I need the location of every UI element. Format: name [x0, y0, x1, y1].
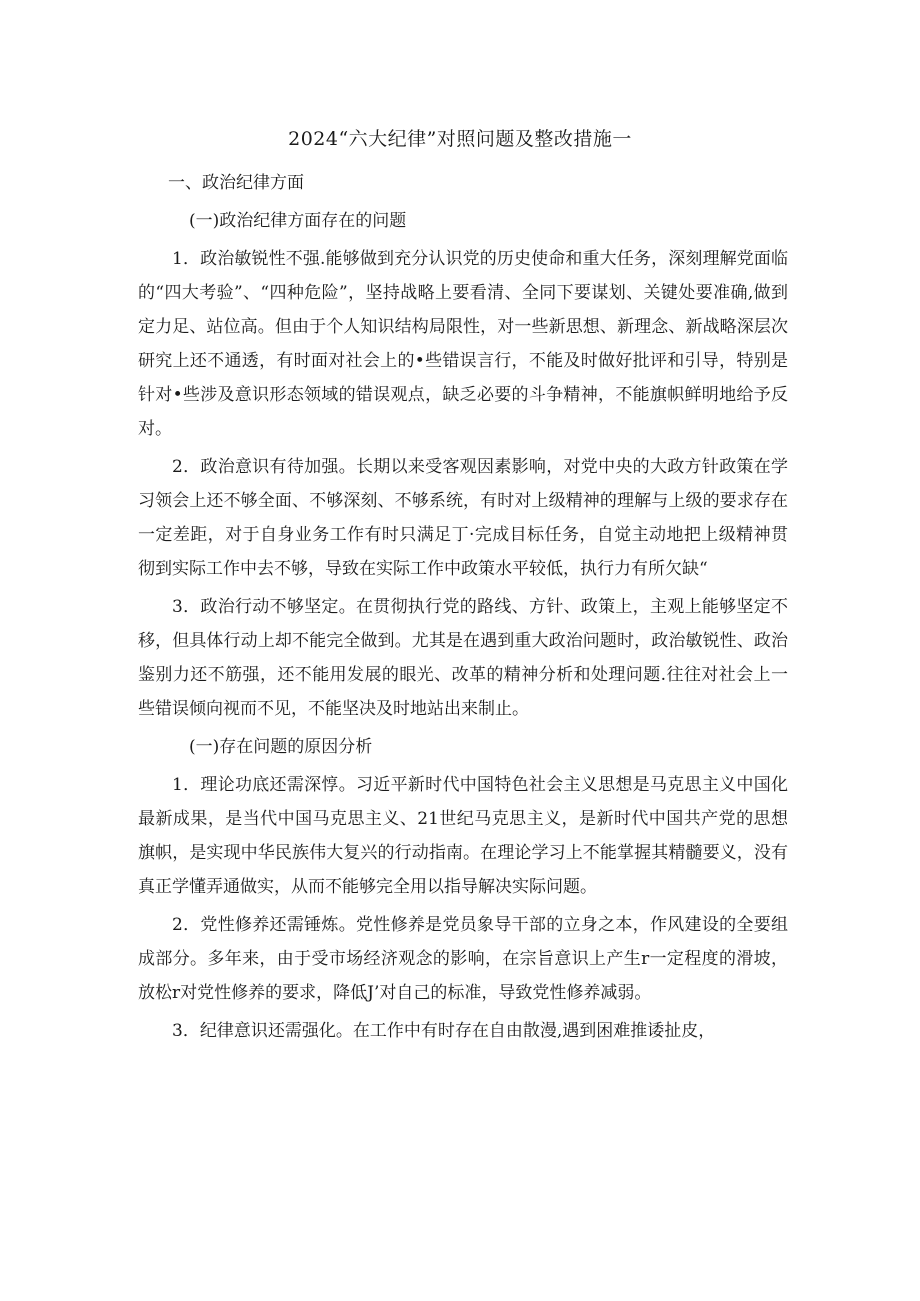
paragraph: 2．政治意识有待加强。长期以来受客观因素影响，对党中央的大政方针政策在学习领会上还不够全面、不够深刻、不够系统，有时对上级精神的理解与上级的要求存在一定差距，对于自身业务工作有时只满足丁·完成目标任务，自觉主动地把上级精神贯彻到实际工作中去不够，导致在实际工作中政策水平较低，执行力有所欠缺“ — [138, 457, 788, 579]
subsection-heading: (一)存在问题的原因分析 — [189, 737, 373, 757]
paragraph: 3．纪律意识还需强化。在工作中有时存在自由散漫,遇到困难推诿扯皮， — [172, 1021, 716, 1041]
paragraph: 2．党性修养还需锤炼。党性修养是党员象导干部的立身之本，作风建设的全要组成部分。多年来，由于受市场经济观念的影响，在宗旨意识上产生r一定程度的滑坡，放松r对党性修养的要求，降低J’对自己的标准，导致党性修养减弱。 — [138, 915, 788, 1003]
document-title: 2024“六大纪律”对照问题及整改措施一 — [288, 128, 632, 150]
paragraph: 3．政治行动不够坚定。在贯彻执行党的路线、方针、政策上，主观上能够坚定不移，但具体行动上却不能完全做到。尤其是在遇到重大政治问题时，政治敏锐性、政治鉴别力还不筋强，还不能用发展的眼光、改革的精神分析和处理问题.往往对社会上一些错误倾向视而不见，不能坚决及时地站出来制止。 — [138, 597, 788, 719]
document-body — [138, 166, 788, 1052]
paragraph: 1．理论功底还需深惇。习近平新时代中国特色社会主义思想是马克思主义中国化最新成果，是当代中国马克思主义、21世纪马克思主义，是新时代中国共产党的思想旗帜，是实现中华民族伟大复兴的行动指南。在理论学习上不能掌握其精髓要义，没有真正学懂弄通做实，从而不能够完全用以指导解决实际问题。 — [138, 775, 788, 897]
subsection-heading: (一)政治纪律方面存在的问题 — [189, 211, 407, 231]
section-heading: 一、政治纪律方面 — [168, 173, 304, 193]
paragraph: 1．政治敏锐性不强.能够做到充分认识党的历史使命和重大任务，深刻理解党面临的“四大考验”、“四种危险”，坚持战略上要看清、全同下要谋划、关键处要准确,做到定力足、站位高。但由于个人知识结构局限性，对一些新思想、新理念、新战略深层次研究上还不通透，有时面对社会上的•些错误言行，不能及时做好批评和引导，特别是针对•些涉及意识形态领域的错误观点，缺乏必要的斗争精神，不能旗帜鲜明地给予反对。 — [138, 249, 788, 439]
